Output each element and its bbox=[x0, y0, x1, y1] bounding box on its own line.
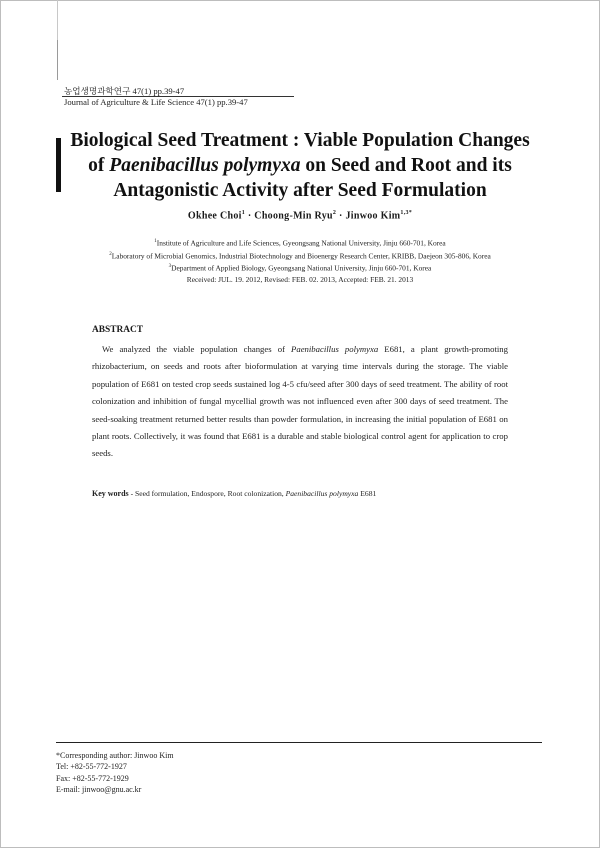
abstract-text-1: We analyzed the viable population changes of bbox=[102, 344, 292, 354]
journal-header bbox=[64, 86, 248, 108]
affiliation-1 bbox=[60, 236, 540, 249]
abstract-body bbox=[92, 341, 508, 463]
keywords-text: - Seed formulation, Endospore, Root colonization, bbox=[128, 489, 286, 498]
author-name: Jinwoo Kim bbox=[345, 210, 401, 222]
keywords bbox=[92, 489, 512, 498]
title-line-3: Antagonistic Activity after Seed Formulation bbox=[113, 180, 487, 201]
author-list bbox=[60, 210, 540, 221]
affiliation-sup: 1 bbox=[154, 239, 157, 244]
journal-korean-line: 농업생명과학연구 47(1) pp.39-47 bbox=[64, 86, 185, 96]
affiliation-2 bbox=[60, 249, 540, 262]
author-affil-sup: 1 bbox=[241, 210, 246, 216]
crop-mark-dark bbox=[57, 40, 58, 80]
abstract-text-2: E681, a plant growth-promoting rhizobacterium, on seeds and roots after bioformulation at varying time intervals during the storage. The viable population of E681 on tested crop seeds sustained log 4-5 cfu/seed after 300 days of seed treatment. The ability of root colonization and inhibition of fungal mycellial growth was not influenced even after 300 days of seed treatment. The seed-soaking treatment returned better results than powder formulation, in increasing the initial population of E681 on plant roots. Collectively, it was found that E681 is a durable and stable biological control agent for application to crop seeds. bbox=[92, 344, 508, 459]
author-name: Choong-Min Ryu bbox=[254, 210, 333, 222]
author-affil-sup: 2 bbox=[332, 210, 337, 216]
affiliation-3 bbox=[60, 261, 540, 274]
author-name: Okhee Choi bbox=[187, 210, 242, 222]
keywords-label: Key words bbox=[92, 489, 129, 498]
affiliation-sup: 2 bbox=[109, 251, 112, 257]
title-line-2-pre: of bbox=[88, 155, 110, 176]
affiliations bbox=[60, 236, 540, 285]
title-line-2-post: on Seed and Root and its bbox=[300, 155, 512, 176]
telephone: Tel: +82-55-772-1927 bbox=[56, 762, 127, 772]
abstract-species-name: Paenibacillus polymyxa bbox=[291, 344, 379, 354]
abstract-heading: ABSTRACT bbox=[92, 325, 144, 335]
affiliation-text: Department of Applied Biology, Gyeongsang National University, Jinju 660-701, Korea bbox=[171, 263, 432, 273]
affiliation-text: Institute of Agriculture and Life Sciences, Gyeongsang National University, Jinju 660-701, Korea bbox=[156, 238, 446, 248]
journal-english-line: Journal of Agriculture & Life Science 47(1) pp.39-47 bbox=[64, 97, 248, 107]
affiliation-text: Laboratory of Microbial Genomics, Industrial Biotechnology and Bioenergy Research Center, KRIBB, Daejeon 305-806, Korea bbox=[111, 251, 491, 261]
author-separator: · bbox=[336, 210, 346, 222]
title-line-2 bbox=[60, 153, 540, 178]
corresponding-author: *Corresponding author: Jinwoo Kim bbox=[56, 751, 174, 760]
keywords-tail: E681 bbox=[358, 489, 377, 498]
author-affil-sup: 1,3* bbox=[400, 210, 413, 216]
affiliation-sup: 3 bbox=[168, 264, 172, 270]
footnote-rule bbox=[56, 742, 542, 743]
fax: Fax: +82-55-772-1929 bbox=[56, 773, 129, 783]
submission-dates: Received: JUL. 19. 2012, Revised: FEB. 02. 2013, Accepted: FEB. 21. 2013 bbox=[186, 275, 414, 285]
title-species-name: Paenibacillus polymyxa bbox=[109, 155, 301, 176]
email: E-mail: jinwoo@gnu.ac.kr bbox=[56, 785, 142, 795]
author-separator: · bbox=[245, 210, 255, 222]
keywords-species-name: Paenibacillus polymyxa bbox=[285, 489, 359, 498]
title-line-1: Biological Seed Treatment : Viable Population Changes bbox=[70, 130, 530, 151]
paper-title bbox=[60, 128, 540, 203]
journal-rule bbox=[62, 96, 294, 97]
footnotes bbox=[56, 750, 174, 796]
